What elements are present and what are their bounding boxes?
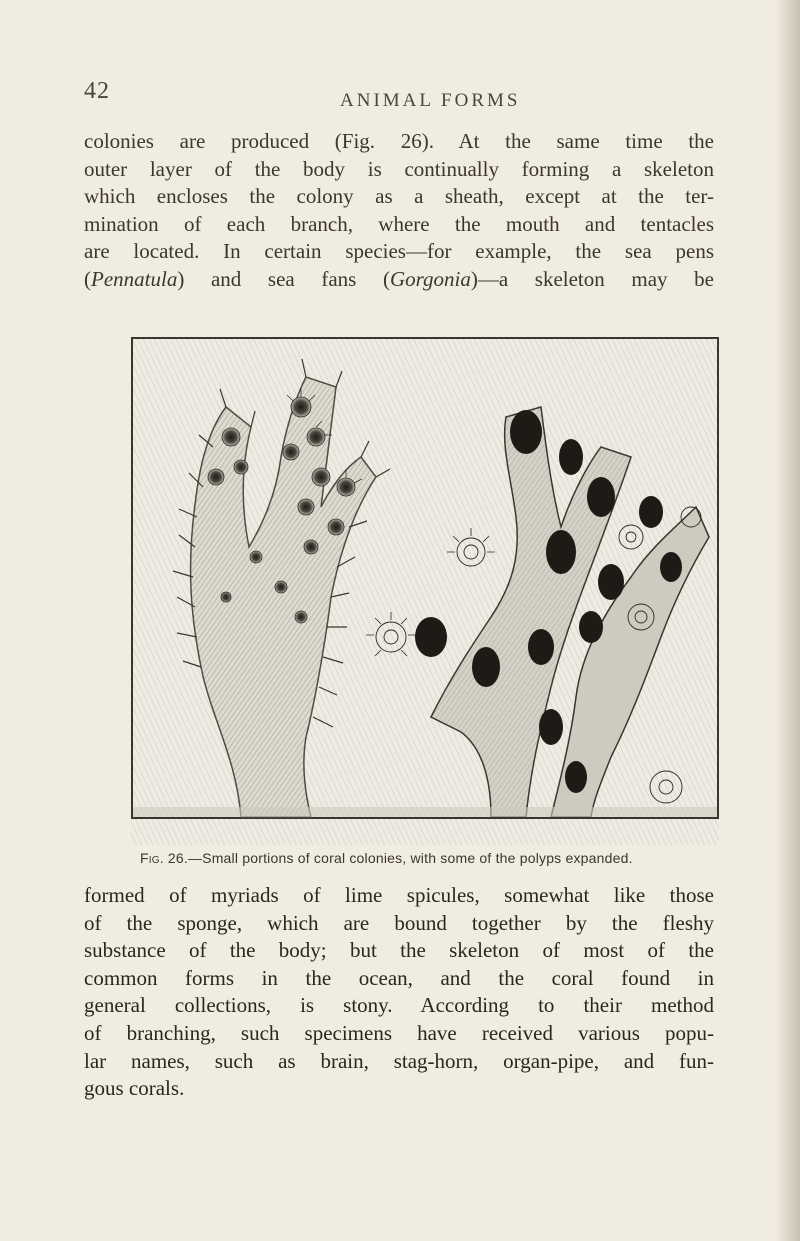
- coral-engraving: [131, 337, 719, 845]
- genus-name-gorgonia: Gorgonia: [389, 266, 471, 291]
- text-line: (Pennatula) and sea fans (Gorgonia)—a skeleton may be: [84, 266, 714, 291]
- text-line: formed of myriads of lime spicules, somewhat like those: [84, 883, 714, 907]
- text-line: outer layer of the body is continually forming a skeleton: [84, 156, 714, 181]
- paragraph-bottom: [84, 882, 714, 1103]
- genus-name-pennatula: Pennatula: [91, 266, 178, 291]
- text-line: which encloses the colony as a sheath, except at the ter-: [84, 184, 714, 208]
- text-line: colonies are produced (Fig. 26). At the same time the: [84, 129, 714, 153]
- text-line: lar names, such as brain, stag-horn, organ-pipe, and fun-: [84, 1048, 714, 1073]
- figure-caption: [140, 850, 720, 866]
- figure-caption-text: —Small portions of coral colonies, with some of the polyps expanded.: [187, 850, 633, 866]
- page-edge-shadow: [776, 0, 800, 1241]
- page-number: 42: [84, 78, 110, 104]
- text-line: substance of the body; but the skeleton of most of the: [84, 938, 714, 963]
- text-line: general collections, is stony. According to their method: [84, 993, 714, 1018]
- figure-label: Fig. 26.: [140, 850, 188, 866]
- text-line: mination of each branch, where the mouth and tentacles: [84, 211, 714, 236]
- paragraph-top: [84, 128, 714, 293]
- running-head: ANIMAL FORMS: [340, 90, 521, 111]
- text-line: of branching, such specimens have received various popu-: [84, 1020, 714, 1045]
- coral-colonies-illustration: [131, 337, 719, 845]
- text-line: gous corals.: [84, 1076, 185, 1101]
- text-line: common forms in the ocean, and the coral found in: [84, 965, 714, 990]
- text-line: are located. In certain species—for example, the sea pens: [84, 239, 714, 263]
- text-line: of the sponge, which are bound together by the fleshy: [84, 910, 714, 935]
